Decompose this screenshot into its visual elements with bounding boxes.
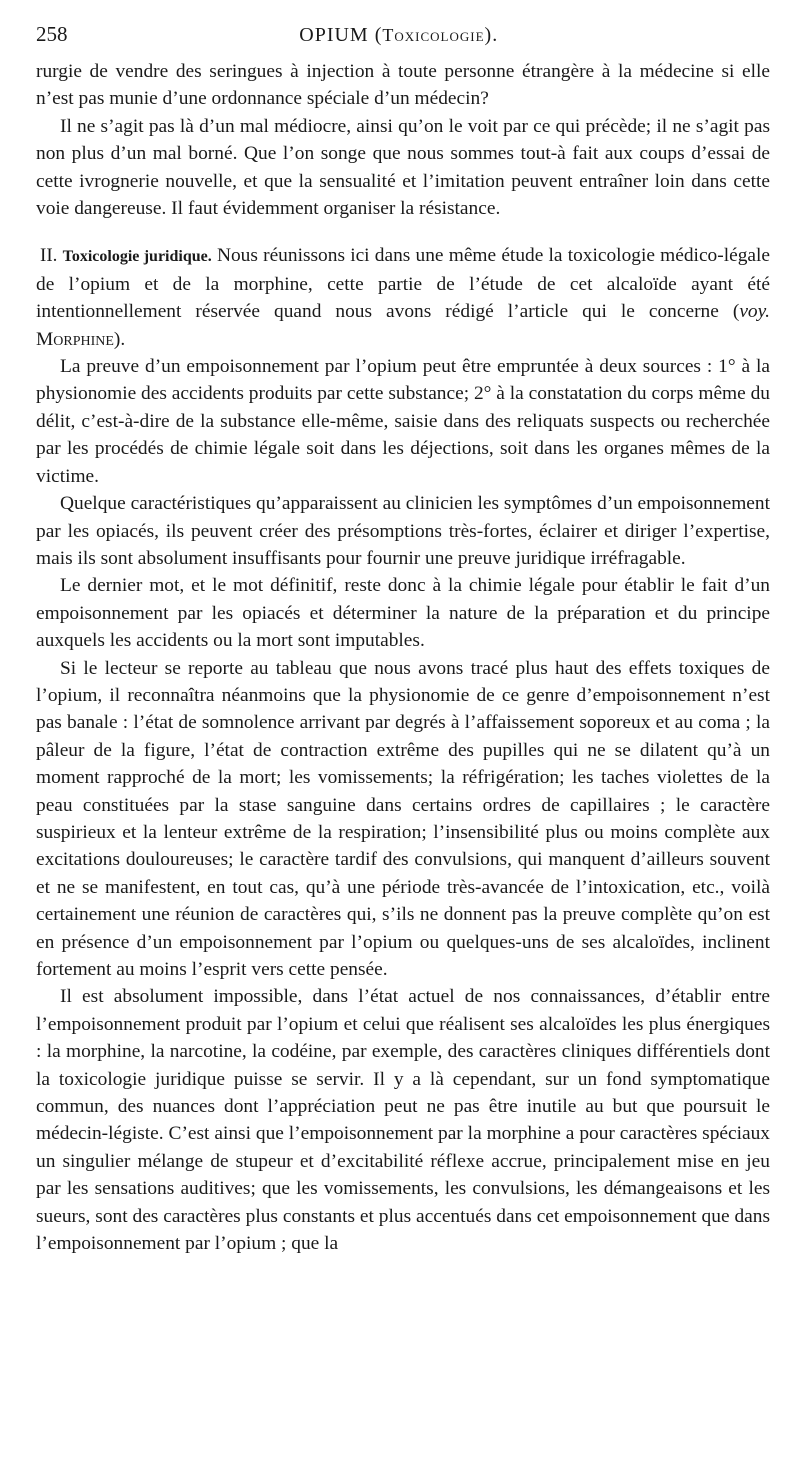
section-number: II. <box>40 245 58 267</box>
running-head <box>36 22 770 56</box>
section-text-end: ). <box>113 328 126 350</box>
cross-reference-voy: voy. <box>739 301 770 323</box>
paragraph: Il est absolument impossible, dans l’état actuel de nos connaissances, d’établir entre l’empoisonnement produit par l’opium et celui que réalisent ses alcaloïdes les plus énergiques : la morphine, la narcotine, la codéine, par exemple, des caractères cliniques différentiels dont la toxicologie juridique puisse se servir. Il y a là cependant, sur un fond symptomatique commun, des nuances dont l’appréciation peut ne pas être inutile au but que poursuit le médecin-légiste. C’est ainsi que l’empoisonnement par la morphine a pour caractères spéciaux un singulier mélange de stupeur et d’excitabilité réflexe accrue, principalement mise en jeu par les sensations auditives; que les vomissements, les convulsions, les démangeaisons et les sueurs, sont des caractères plus constants et plus accentués dans cet empoisonnement que dans l’empoisonnement par l’opium ; que la <box>36 986 770 1255</box>
paragraph: Si le lecteur se reporte au tableau que nous avons tracé plus haut des effets toxiques de l’opium, il reconnaîtra néanmoins que la physionomie de ce genre d’empoisonnement n’est pas banale : l’état de somnolence arrivant par degrés à l’affaissement soporeux et au coma ; la pâleur de la figure, l’état de contraction extrême des pupilles qui ne se dilatent qu’à un moment rapproché de la mort; les vomissements; la réfrigération; les taches violettes de la peau constituées par la stase sanguine dans certains ordres de capillaires ; le caractère suspirieux et la lenteur extrême de la respiration; l’insensibilité plus ou moins complète aux excitations douloureuses; le caractère tardif des convulsions, qui manquent d’ailleurs souvent et ne se manifestent, en tout cas, qu’à une période très-avancée de l’intoxication, etc., voilà certainement une réunion de caractères qui, s’ils ne donnent pas la preuve complète qu’on est en présence d’un empoisonnement par l’opium ou quelques-uns de ses alcaloïdes, inclinent fortement au moins l’esprit vers cette pensée. <box>36 657 770 980</box>
running-title-main: OPIUM <box>299 24 369 46</box>
running-title-sub: Toxicologie <box>382 25 485 45</box>
section-paragraph <box>36 242 770 353</box>
cross-reference-term: Morphine <box>36 328 114 350</box>
paragraph: La preuve d’un empoisonnement par l’opium peut être empruntée à deux sources : 1° à la physionomie des accidents produits par cette substance; 2° à la constatation du corps même du délit, c’est-à-dire de la substance elle-même, saisie dans des reliquats suspects ou recherchée par les procédés de chimie légale soit dans les déjections, soit dans les organes mêmes de la victime. <box>36 356 770 487</box>
page-number: 258 <box>36 22 68 46</box>
body-text <box>36 58 770 1257</box>
paragraph: Le dernier mot, et le mot définitif, reste donc à la chimie légale pour établir le fait d’un empoisonnement par les opiacés et déterminer la nature de la préparation et du principe auxquels les accidents ou la mort sont imputables. <box>36 575 770 652</box>
paragraph: Quelque caractéristiques qu’apparaissent au clinicien les symptômes d’un empoisonnement par les opiacés, ils peuvent créer des présomptions très-fortes, éclairer et diriger l’expertise, mais ils sont absolument insuffisants pour fournir une preuve juridique irréfragable. <box>36 493 770 569</box>
section-heading: Toxicologie juridique. <box>62 248 212 266</box>
paragraph: Il ne s’agit pas là d’un mal médiocre, ainsi qu’on le voit par ce qui précède; il ne s’agit pas non plus d’un mal borné. Que l’on songe que nous sommes tout-à fait aux coups d’essai de cette ivrognerie nouvelle, et que la sensualité et l’imitation peuvent entraîner loin dans cette voie dangereuse. Il faut évidemment organiser la résistance. <box>36 115 770 220</box>
running-title: OPIUM (Toxicologie). <box>299 24 499 46</box>
paragraph-continued: rurgie de vendre des seringues à injection à toute personne étrangère à la médecine si elle n’est pas munie d’une ordonnance spéciale d’un médecin? <box>36 61 770 110</box>
book-page <box>36 22 770 1257</box>
section-text: Nous réunissons ici dans une même étude la toxicologie médico-légale de l’opium et de la morphine, cette partie de l’étude de cet alcaloïde ayant été intentionnellement réservée quand nous avons rédigé l’article qui le concerne ( <box>36 245 770 323</box>
